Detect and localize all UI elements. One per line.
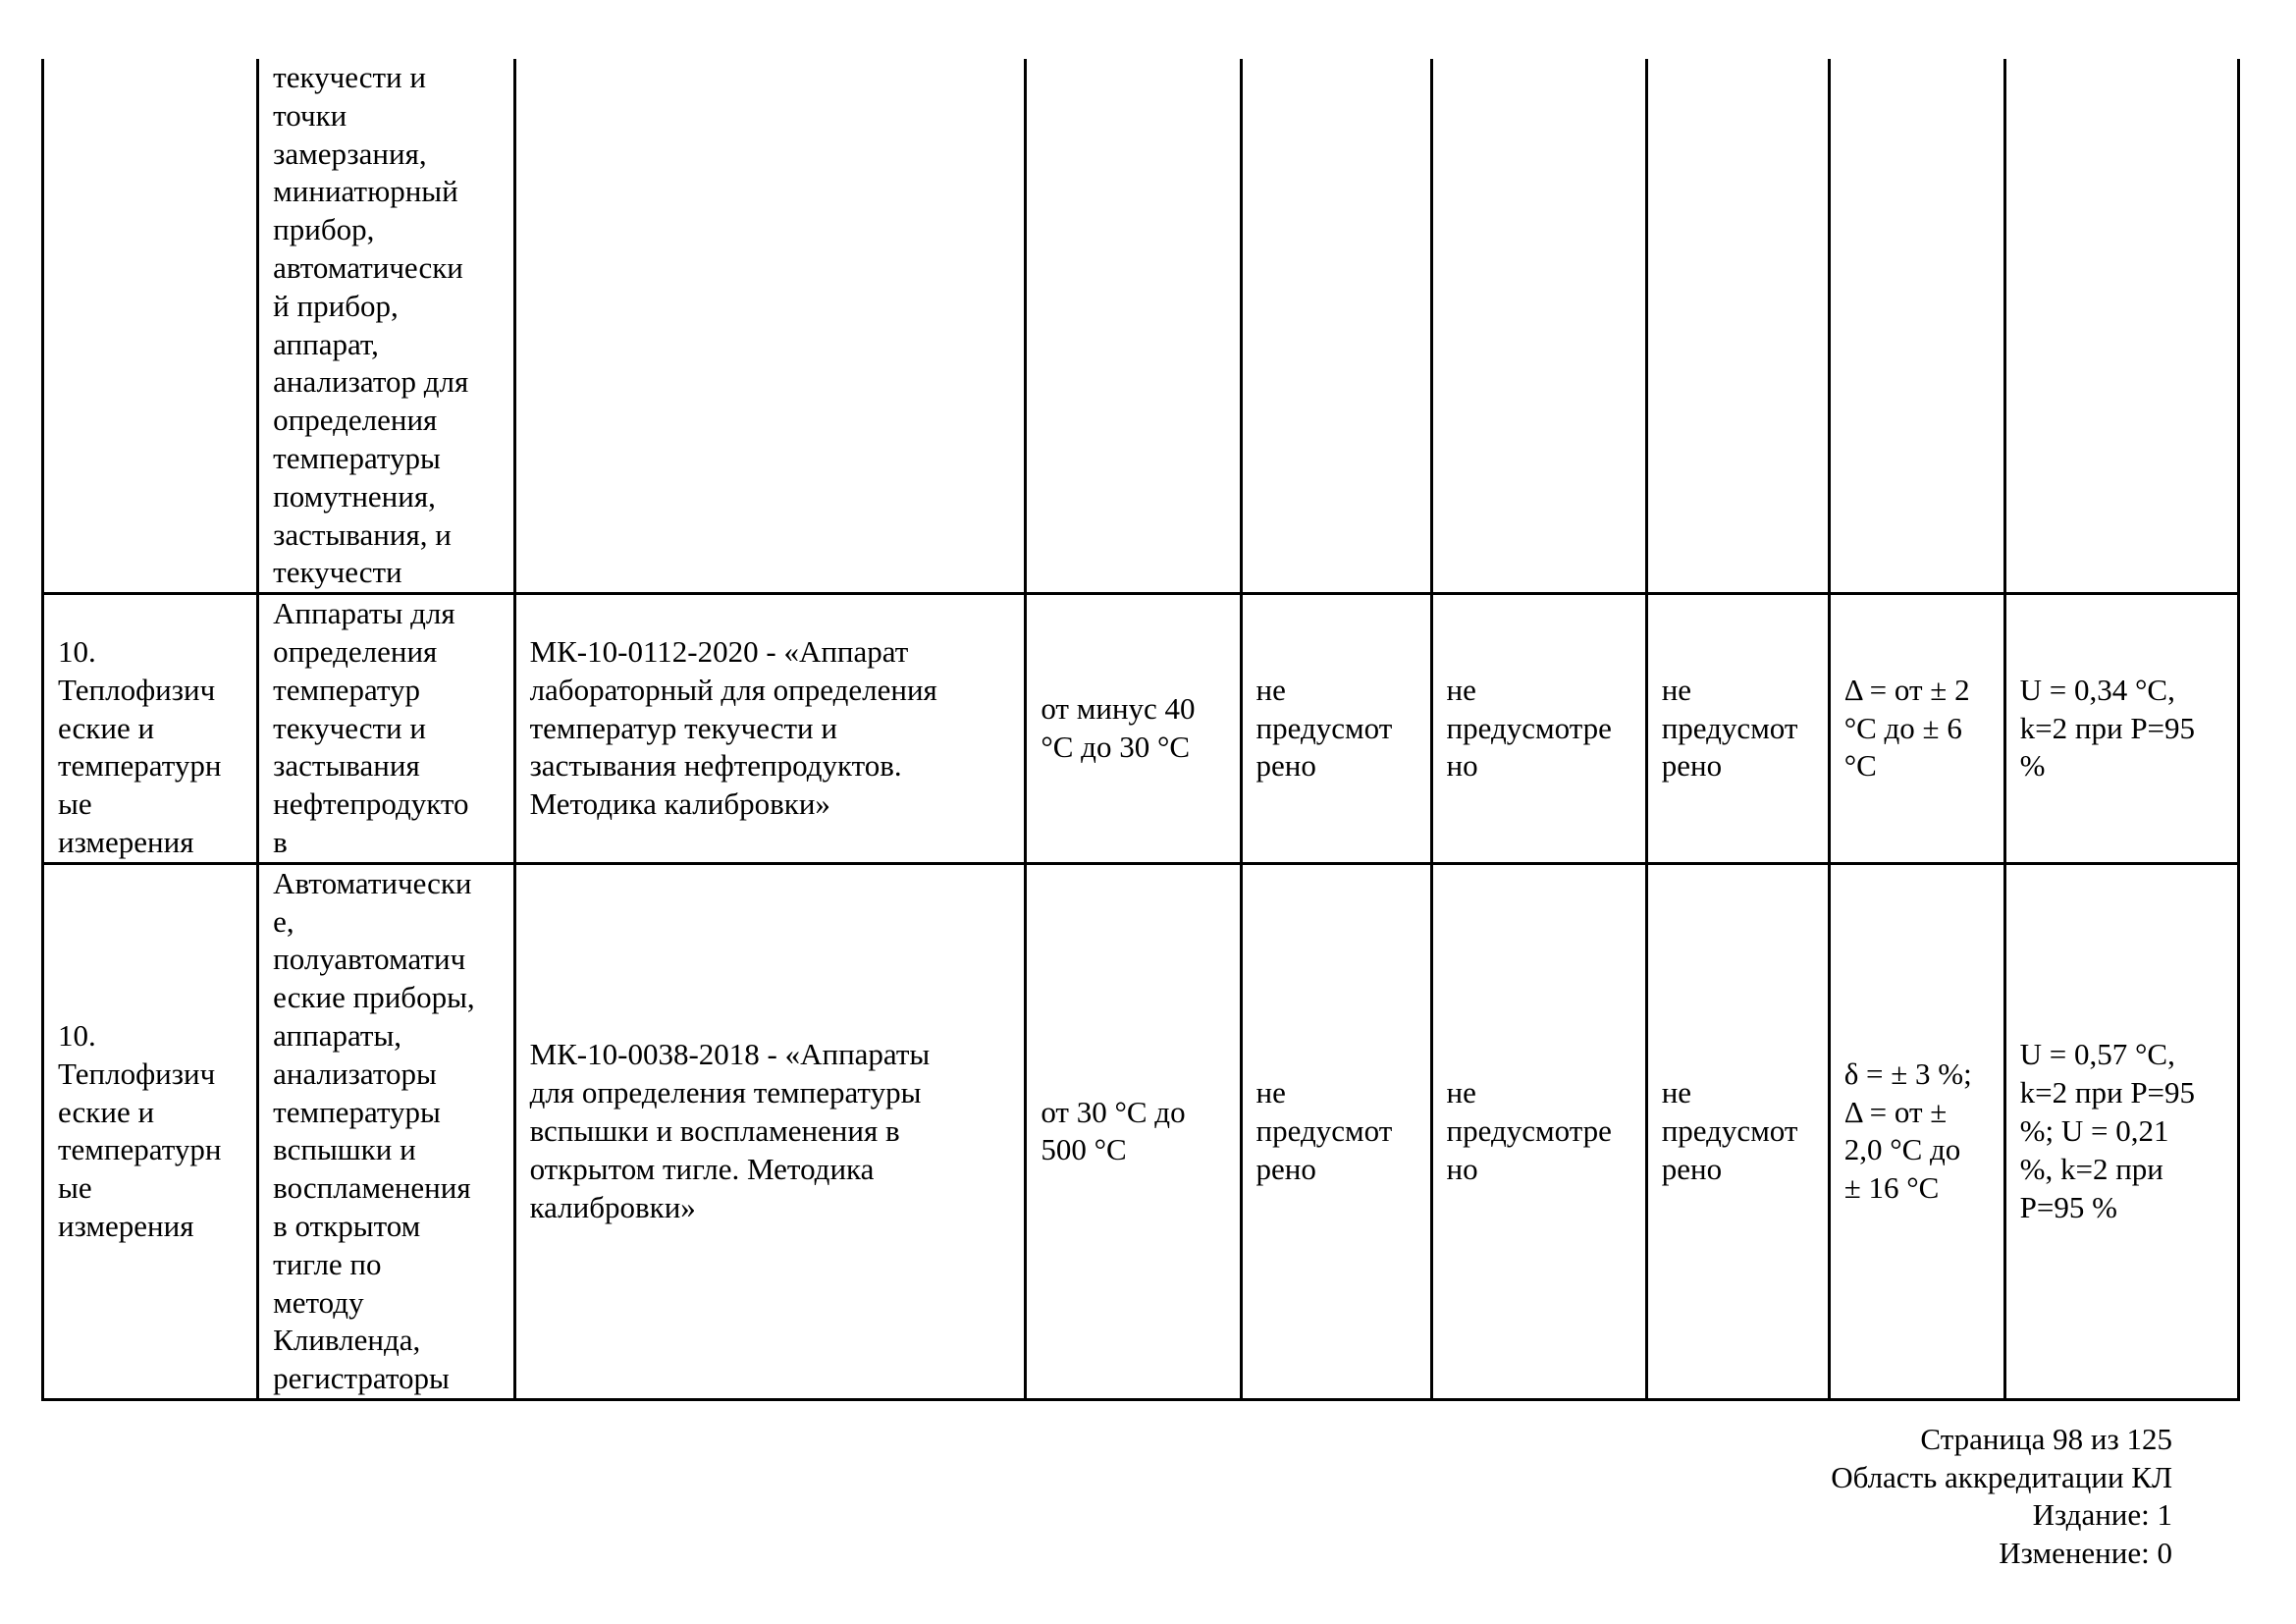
method-cell <box>514 59 1026 594</box>
uncertainty-cell-3 <box>1646 59 1829 594</box>
accreditation-scope-table <box>41 59 2240 1401</box>
expanded-uncertainty-cell <box>2004 59 2238 594</box>
page-footer <box>1831 1421 2172 1572</box>
uncertainty-cell-2: не предусмотре но <box>1431 863 1646 1399</box>
method-cell: МК-10-0038-2018 - «Аппараты для определения температуры вспышки и воспламенения в открытом тигле. Методика калибровки» <box>514 863 1026 1399</box>
page-number: Страница 98 из 125 <box>1920 1422 2172 1456</box>
table-row <box>43 59 2239 594</box>
uncertainty-cell-3: не предусмот рено <box>1646 863 1829 1399</box>
table-row <box>43 594 2239 864</box>
measurement-field-cell: 10. Теплофизич еские и температурн ые измерения <box>43 594 258 864</box>
change-label: Изменение: 0 <box>1999 1535 2172 1570</box>
uncertainty-cell-2 <box>1431 59 1646 594</box>
accuracy-cell: δ = ± 3 %; Δ = от ± 2,0 °C до ± 16 °C <box>1829 863 2004 1399</box>
range-cell: от 30 °C до 500 °C <box>1026 863 1241 1399</box>
accuracy-cell: Δ = от ± 2 °C до ± 6 °C <box>1829 594 2004 864</box>
accreditation-scope-label: Область аккредитации КЛ <box>1831 1459 2172 1494</box>
instruments-cell: текучести и точки замерзания, миниатюрный прибор, автоматически й прибор, аппарат, анализатор для определения температуры помутнения, застывания, и текучести <box>258 59 514 594</box>
expanded-uncertainty-cell: U = 0,34 °C, k=2 при P=95 % <box>2004 594 2238 864</box>
uncertainty-cell-2: не предусмотре но <box>1431 594 1646 864</box>
expanded-uncertainty-cell: U = 0,57 °C, k=2 при P=95 %; U = 0,21 %, k=2 при P=95 % <box>2004 863 2238 1399</box>
uncertainty-cell-1: не предусмот рено <box>1241 594 1431 864</box>
table-row <box>43 863 2239 1399</box>
instruments-cell: Автоматически е, полуавтоматич еские приборы, аппараты, анализаторы температуры вспышки и воспламенения в открытом тигле по методу Кливленда, регистраторы <box>258 863 514 1399</box>
uncertainty-cell-3: не предусмот рено <box>1646 594 1829 864</box>
instruments-cell: Аппараты для определения температур текучести и застывания нефтепродукто в <box>258 594 514 864</box>
edition-label: Издание: 1 <box>2032 1497 2172 1532</box>
range-cell <box>1026 59 1241 594</box>
method-cell: МК-10-0112-2020 - «Аппарат лабораторный для определения температур текучести и застывания нефтепродуктов. Методика калибровки» <box>514 594 1026 864</box>
measurement-field-cell <box>43 59 258 594</box>
uncertainty-cell-1: не предусмот рено <box>1241 863 1431 1399</box>
measurement-field-cell: 10. Теплофизич еские и температурн ые измерения <box>43 863 258 1399</box>
accuracy-cell <box>1829 59 2004 594</box>
uncertainty-cell-1 <box>1241 59 1431 594</box>
range-cell: от минус 40 °C до 30 °C <box>1026 594 1241 864</box>
